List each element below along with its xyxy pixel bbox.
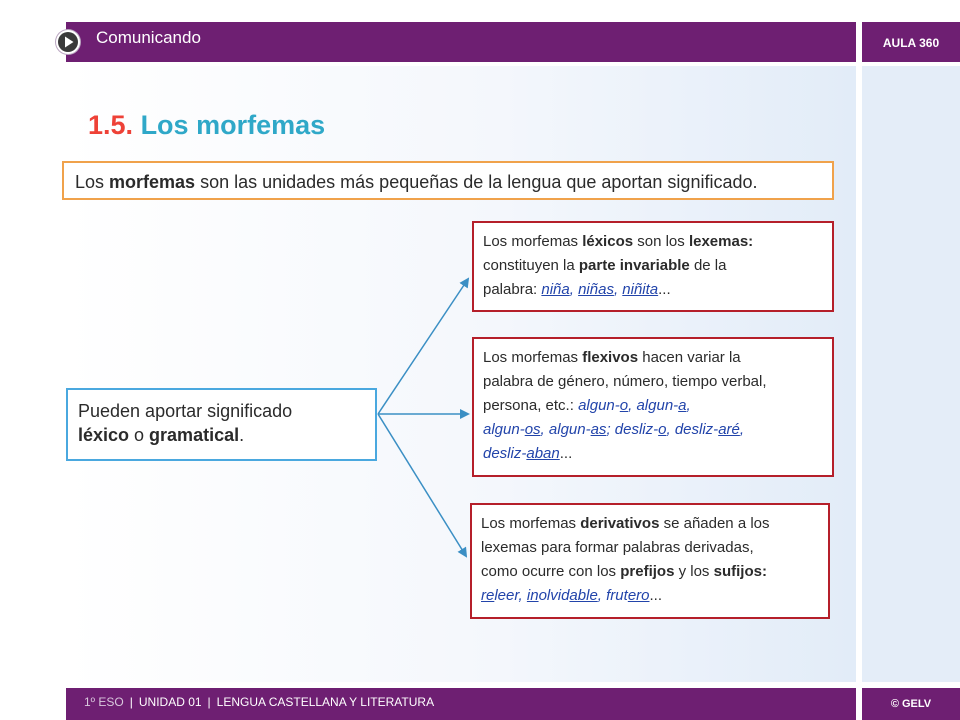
text: persona, etc.: [483, 397, 579, 414]
definition-text: Los [75, 172, 110, 192]
morpheme: a [678, 397, 687, 414]
text: Los morfemas [483, 349, 583, 366]
root: algun- [636, 397, 679, 414]
period: . [239, 425, 245, 445]
morpheme: as [590, 421, 607, 438]
arrow-derivativos [378, 414, 466, 556]
text: hacen variar la [638, 349, 741, 366]
ellipsis: ... [658, 281, 671, 298]
arrow-lexicos [378, 279, 468, 414]
sep: , [597, 587, 607, 604]
examples [481, 587, 650, 604]
term: lexemas: [688, 233, 754, 250]
morpheme: o [619, 397, 629, 414]
prefix: re [481, 587, 495, 604]
term: sufijos: [713, 563, 767, 580]
root: algun- [483, 421, 525, 438]
lexeme: niña [541, 281, 570, 298]
lexicos-line-1 [483, 230, 826, 254]
definition-text-end: son las unidades más pequeñas de la lengua que aportan significado. [195, 172, 758, 192]
term: flexivos [582, 349, 639, 366]
root: desliz- [674, 421, 719, 438]
flexivos-box [472, 337, 834, 477]
lexeme: niñas [578, 281, 614, 298]
root: desliz- [483, 445, 527, 462]
derivativos-line-2: lexemas para formar palabras derivadas, [481, 539, 754, 556]
text: de la [689, 257, 727, 274]
title-number: 1.5. [88, 110, 134, 140]
footer-grade: 1º ESO [84, 695, 124, 709]
footer-unit[interactable]: UNIDAD 01 [138, 695, 202, 709]
examples [483, 445, 560, 462]
sep: , [686, 397, 691, 414]
footer-separator: | [207, 695, 211, 709]
derivativos-line-1 [481, 512, 822, 536]
root: desliz- [614, 421, 659, 438]
text: Los morfemas [481, 515, 581, 532]
example-word [541, 281, 658, 298]
suffix: ero [627, 587, 650, 604]
text: son los [633, 233, 689, 250]
examples [578, 397, 691, 414]
definition-term: morfemas [109, 172, 196, 192]
prefix: in [526, 587, 539, 604]
derivativos-line-4 [481, 584, 822, 608]
footer-subject[interactable]: LENGUA CASTELLANA Y LITERATURA [216, 695, 435, 709]
gramatical-term: gramatical [149, 425, 240, 445]
root: algun- [578, 397, 620, 414]
aula-badge[interactable]: AULA 360 [882, 36, 940, 50]
morpheme: os [524, 421, 541, 438]
lexicos-line-2 [483, 254, 826, 278]
flexivos-line-4 [483, 418, 826, 442]
conjunction: o [129, 425, 150, 445]
root: leer [494, 587, 519, 604]
term: parte invariable [578, 257, 690, 274]
section-label: Comunicando [96, 28, 201, 47]
morpheme: aré [718, 421, 740, 438]
comma: , [569, 281, 579, 298]
term: derivativos [580, 515, 660, 532]
suffix: able [569, 587, 598, 604]
flexivos-line-2: palabra de género, número, tiempo verbal, [483, 373, 767, 390]
flexivos-line-3 [483, 394, 826, 418]
copyright: © GELV [890, 698, 932, 710]
text: y los [674, 563, 714, 580]
comma: , [613, 281, 623, 298]
root: olvid [538, 587, 570, 604]
root: algun- [548, 421, 591, 438]
text: constituyen la [483, 257, 579, 274]
term: léxicos [582, 233, 634, 250]
flexivos-line-5 [483, 442, 826, 466]
ellipsis: ... [649, 587, 663, 604]
sep: , [540, 421, 549, 438]
title-name: Los morfemas [140, 110, 326, 140]
sep: ; [606, 421, 615, 438]
term: prefijos [620, 563, 675, 580]
text: palabra: [483, 281, 542, 298]
sep: , [518, 587, 527, 604]
lexicos-box [472, 221, 834, 312]
lexeme: niñita [622, 281, 659, 298]
significance-line-1: Pueden aportar significado [78, 401, 293, 421]
sep: , [666, 421, 675, 438]
flexivos-line-1 [483, 346, 826, 370]
text: Los morfemas [483, 233, 583, 250]
text: como ocurre con los [481, 563, 621, 580]
morpheme: o [658, 421, 667, 438]
footer-separator: | [129, 695, 133, 709]
derivativos-box [470, 503, 830, 619]
footer-breadcrumb [84, 695, 434, 709]
sep: , [739, 421, 745, 438]
morpheme: aban [526, 445, 560, 462]
lexico-term: léxico [78, 425, 130, 445]
sep: , [628, 397, 637, 414]
root: frut [606, 587, 628, 604]
text: se añaden a los [659, 515, 770, 532]
lexicos-line-3 [483, 278, 826, 302]
derivativos-line-3 [481, 560, 822, 584]
ellipsis: ... [559, 445, 573, 462]
